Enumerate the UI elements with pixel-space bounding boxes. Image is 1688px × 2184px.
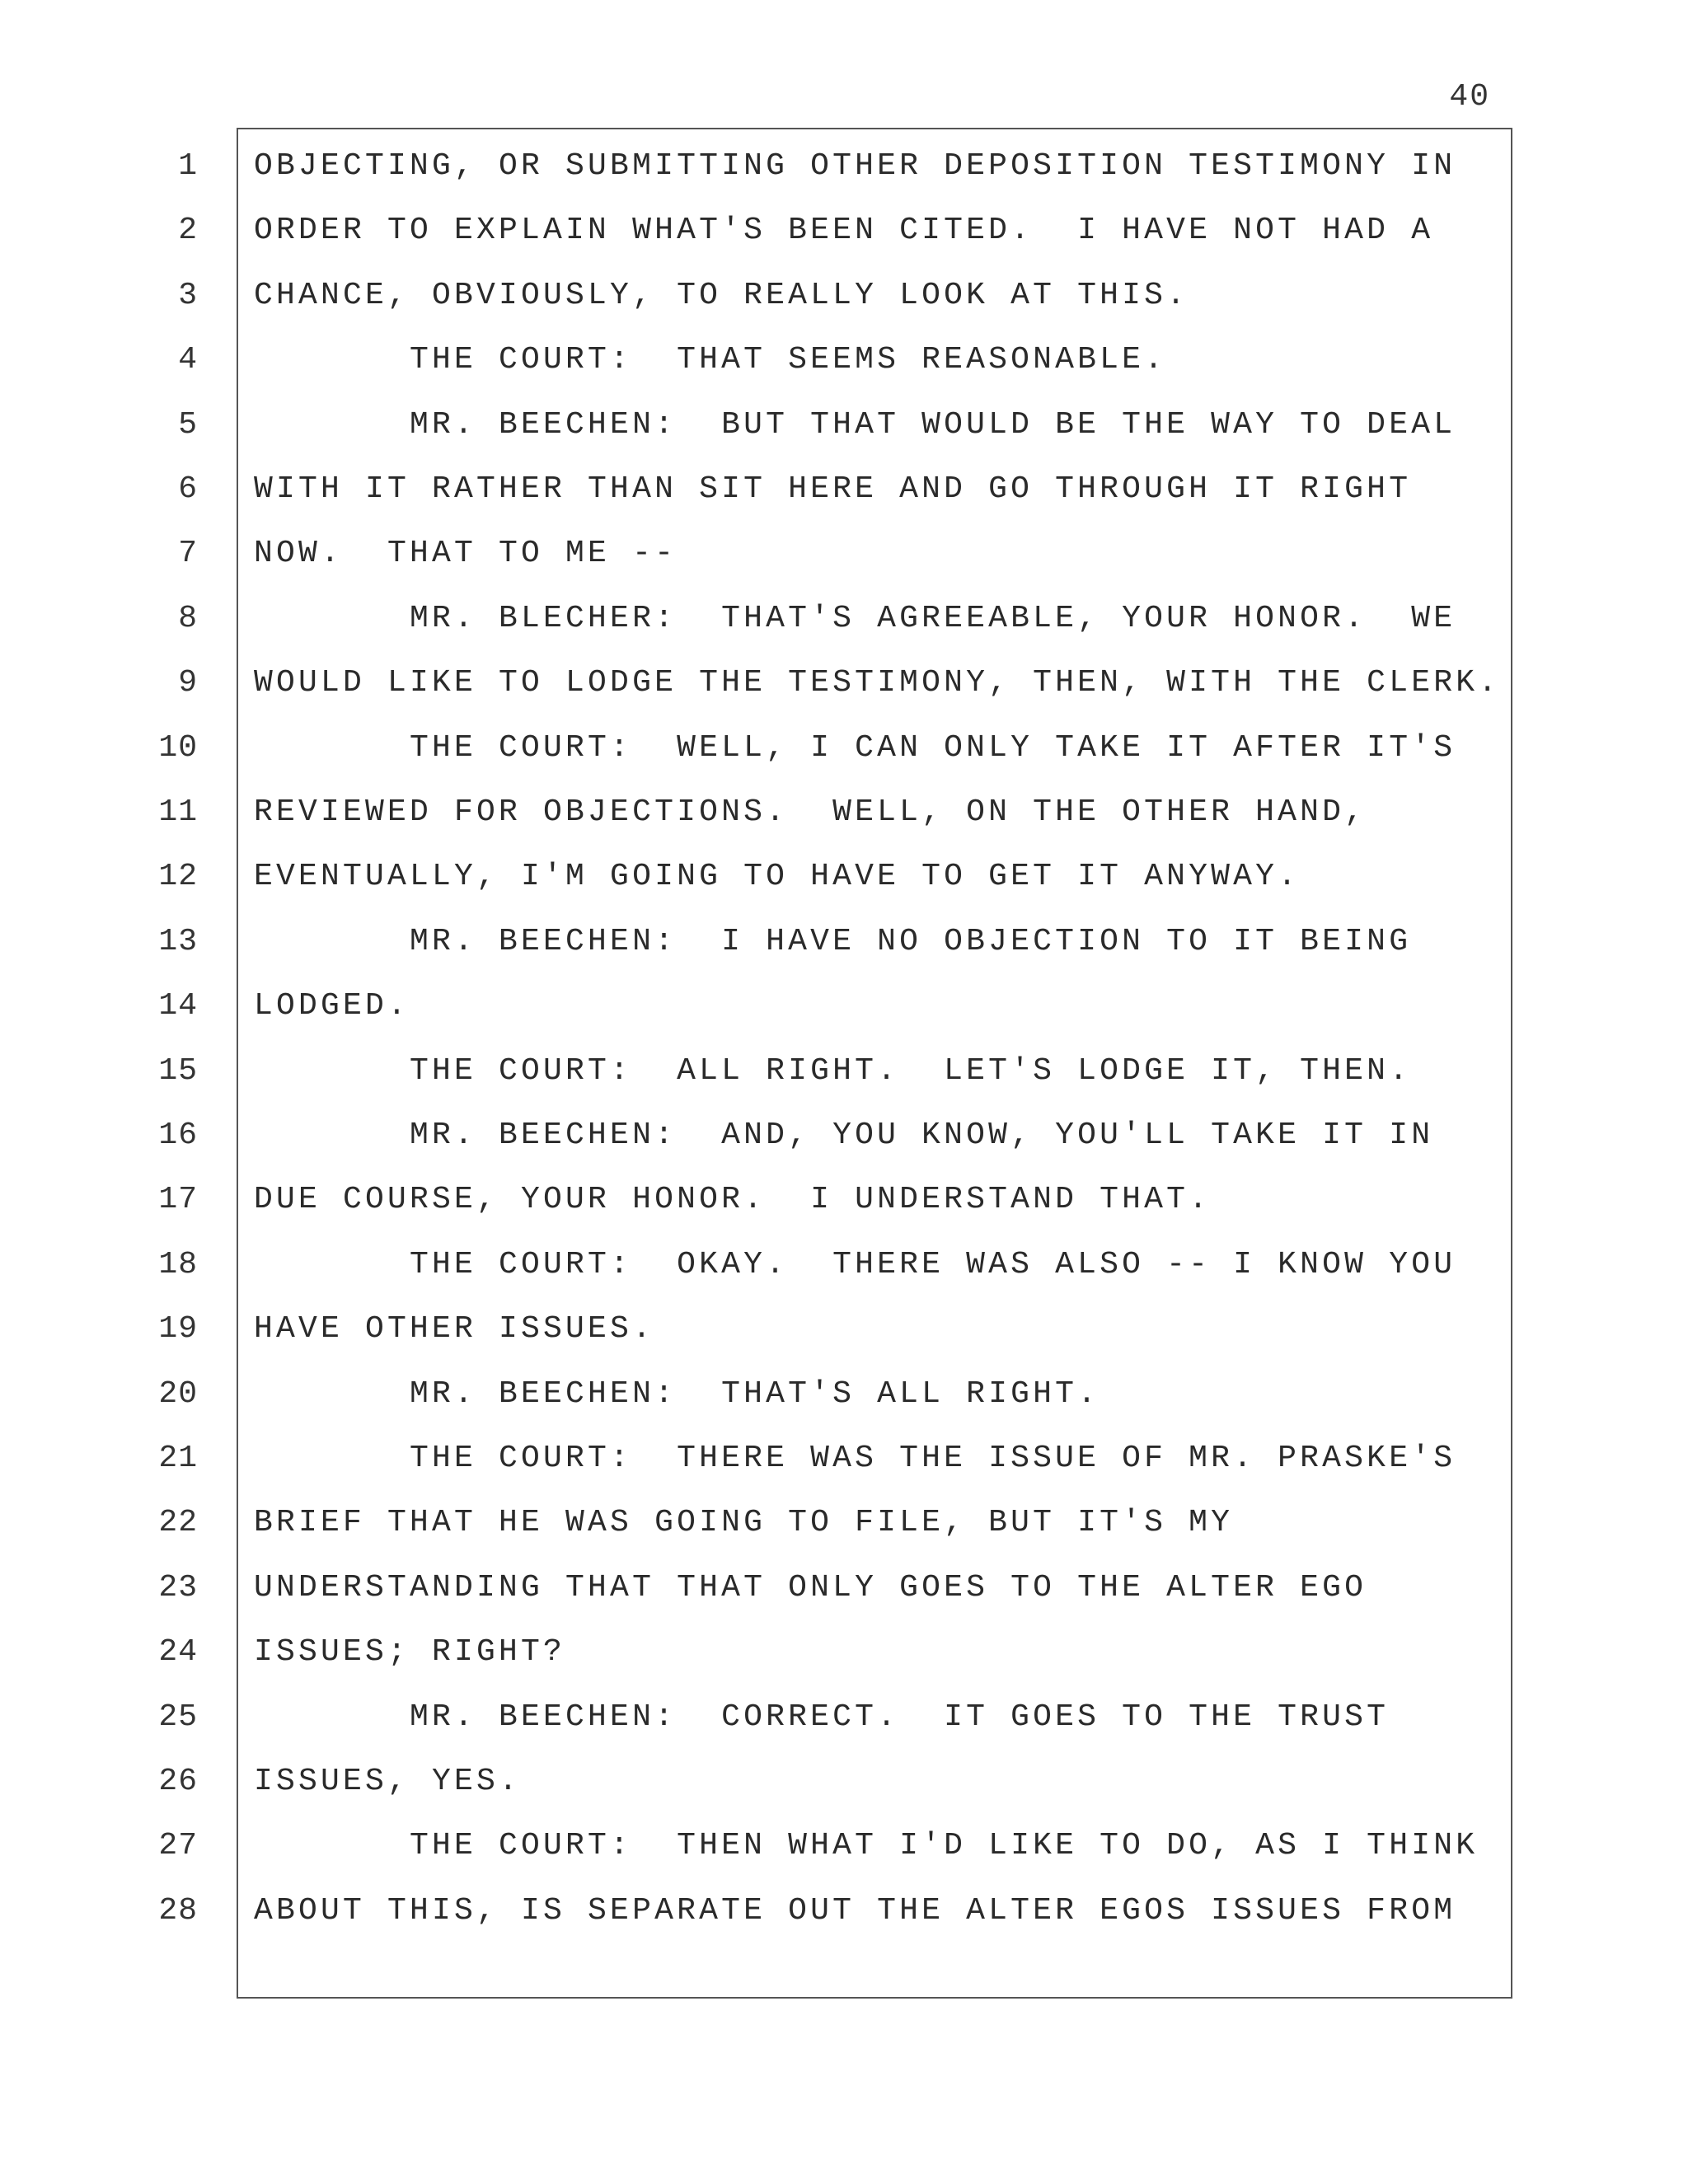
transcript-line [0, 1893, 1688, 1957]
transcript-line [0, 1182, 1688, 1246]
transcript-line [0, 536, 1688, 600]
line-text: THE COURT: OKAY. THERE WAS ALSO -- I KNOW YOU [254, 1246, 1456, 1282]
transcript-line [0, 148, 1688, 213]
transcript-line [0, 924, 1688, 988]
line-text: ABOUT THIS, IS SEPARATE OUT THE ALTER EGOS ISSUES FROM [254, 1892, 1456, 1929]
line-number: 24 [158, 1634, 198, 1671]
line-text: MR. BEECHEN: I HAVE NO OBJECTION TO IT BEING [254, 923, 1412, 959]
line-text: NOW. THAT TO ME -- [254, 536, 678, 572]
line-number: 4 [178, 342, 198, 378]
line-number: 22 [158, 1505, 198, 1541]
line-text: BRIEF THAT HE WAS GOING TO FILE, BUT IT'S MY [254, 1505, 1234, 1541]
line-number: 19 [158, 1311, 198, 1347]
transcript-line [0, 988, 1688, 1052]
line-number: 28 [158, 1892, 198, 1929]
transcript-line [0, 471, 1688, 536]
line-text: MR. BEECHEN: THAT'S ALL RIGHT. [254, 1376, 1100, 1412]
line-number: 12 [158, 859, 198, 895]
transcript-line [0, 859, 1688, 923]
line-number: 2 [178, 213, 198, 249]
line-text: LODGED. [254, 988, 410, 1024]
transcript-line [0, 1376, 1688, 1441]
line-number: 14 [158, 988, 198, 1024]
line-text: CHANCE, OBVIOUSLY, TO REALLY LOOK AT THIS. [254, 277, 1189, 313]
line-number: 16 [158, 1118, 198, 1153]
line-number: 6 [178, 471, 198, 507]
line-text: MR. BEECHEN: CORRECT. IT GOES TO THE TRUST [254, 1699, 1390, 1735]
transcript-line [0, 342, 1688, 406]
line-number: 20 [158, 1376, 198, 1412]
transcript-line [0, 1764, 1688, 1828]
transcript-line [0, 1570, 1688, 1634]
transcript-line [0, 730, 1688, 794]
transcript-line [0, 407, 1688, 471]
transcript-line [0, 1441, 1688, 1505]
line-number: 11 [158, 794, 198, 830]
transcript-line [0, 601, 1688, 665]
line-number: 18 [158, 1246, 198, 1282]
line-number: 3 [178, 277, 198, 313]
line-text: WOULD LIKE TO LODGE THE TESTIMONY, THEN, WITH THE CLERK. [254, 665, 1501, 701]
transcript-line [0, 1247, 1688, 1311]
line-text: REVIEWED FOR OBJECTIONS. WELL, ON THE OTHER HAND, [254, 794, 1367, 830]
line-number: 21 [158, 1441, 198, 1476]
transcript-line [0, 1311, 1688, 1376]
line-number: 26 [158, 1764, 198, 1799]
transcript-line [0, 1634, 1688, 1699]
line-text: THE COURT: WELL, I CAN ONLY TAKE IT AFTER IT'S [254, 729, 1456, 766]
line-number: 13 [158, 923, 198, 959]
transcript-line [0, 1118, 1688, 1182]
transcript-line [0, 1699, 1688, 1764]
line-number: 10 [158, 729, 198, 766]
line-number: 9 [178, 665, 198, 701]
line-number: 23 [158, 1569, 198, 1605]
transcript-line [0, 1505, 1688, 1569]
line-text: ISSUES, YES. [254, 1764, 522, 1799]
line-number: 1 [178, 148, 198, 184]
line-text: THE COURT: THERE WAS THE ISSUE OF MR. PRASKE'S [254, 1441, 1456, 1476]
line-text: EVENTUALLY, I'M GOING TO HAVE TO GET IT ANYWAY. [254, 859, 1301, 895]
line-text: THE COURT: THEN WHAT I'D LIKE TO DO, AS I THINK [254, 1828, 1479, 1864]
line-number: 17 [158, 1182, 198, 1218]
line-text: MR. BLECHER: THAT'S AGREEABLE, YOUR HONOR. WE [254, 600, 1456, 636]
line-text: DUE COURSE, YOUR HONOR. I UNDERSTAND THAT. [254, 1182, 1212, 1218]
line-number: 27 [158, 1828, 198, 1864]
line-text: UNDERSTANDING THAT THAT ONLY GOES TO THE ALTER EGO [254, 1569, 1367, 1605]
transcript-line [0, 278, 1688, 342]
line-text: MR. BEECHEN: AND, YOU KNOW, YOU'LL TAKE IT IN [254, 1118, 1434, 1153]
transcript-line [0, 665, 1688, 729]
line-text: OBJECTING, OR SUBMITTING OTHER DEPOSITION TESTIMONY IN [254, 148, 1456, 184]
transcript-line [0, 1828, 1688, 1892]
line-text: THE COURT: ALL RIGHT. LET'S LODGE IT, THEN. [254, 1052, 1412, 1089]
line-text: HAVE OTHER ISSUES. [254, 1311, 655, 1347]
page-number: 40 [1449, 79, 1490, 115]
line-number: 8 [178, 600, 198, 636]
line-number: 7 [178, 536, 198, 572]
line-text: ORDER TO EXPLAIN WHAT'S BEEN CITED. I HAVE NOT HAD A [254, 213, 1434, 249]
transcript-line [0, 213, 1688, 277]
line-text: WITH IT RATHER THAN SIT HERE AND GO THROUGH IT RIGHT [254, 471, 1412, 507]
line-number: 25 [158, 1699, 198, 1735]
line-text: THE COURT: THAT SEEMS REASONABLE. [254, 342, 1167, 378]
line-text: MR. BEECHEN: BUT THAT WOULD BE THE WAY TO DEAL [254, 406, 1456, 443]
transcript-line [0, 794, 1688, 859]
line-text: ISSUES; RIGHT? [254, 1634, 566, 1671]
line-number: 5 [178, 406, 198, 443]
line-number: 15 [158, 1052, 198, 1089]
transcript-line [0, 1053, 1688, 1118]
